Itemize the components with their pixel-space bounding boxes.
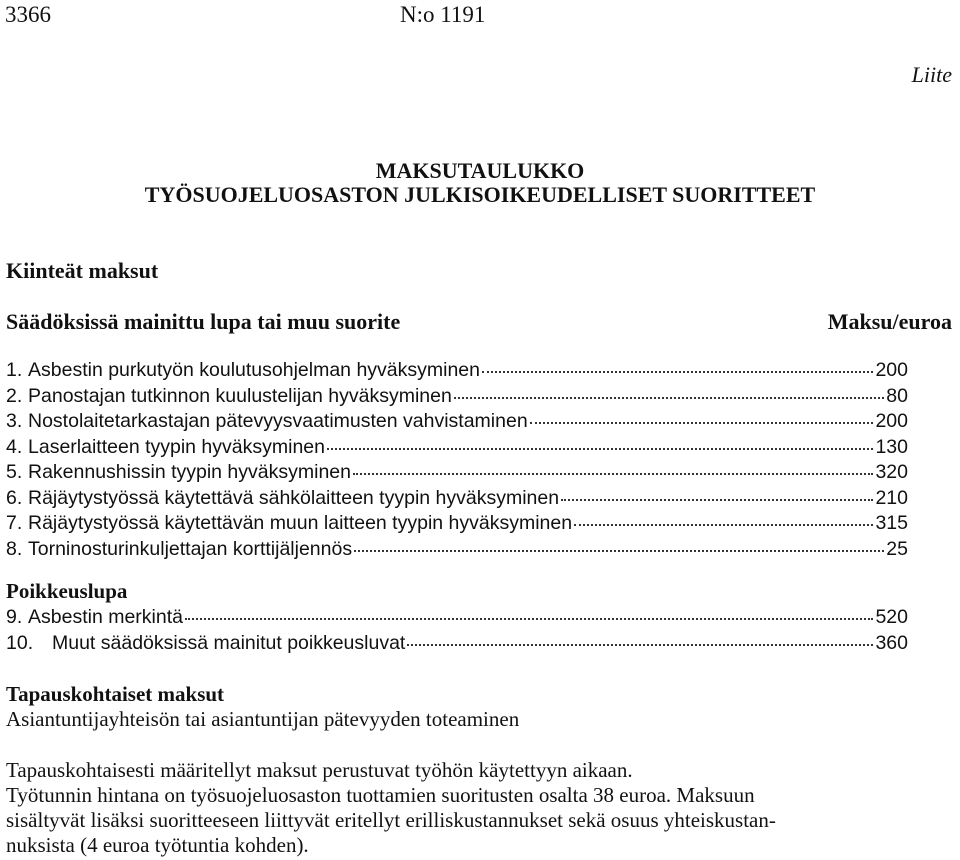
page-number: 3366 — [5, 2, 51, 27]
fee-row — [6, 537, 908, 563]
fee-number: 2. — [6, 384, 23, 407]
fee-number: 4. — [6, 435, 23, 458]
issue-number: N:o 1191 — [400, 2, 486, 27]
fee-row — [6, 631, 908, 657]
fee-description: Nostolaitetarkastajan pätevyysvaatimusten vahvistaminen — [28, 410, 528, 432]
dot-leader — [574, 523, 873, 526]
document-title: MAKSUTAULUKKO — [375, 158, 585, 183]
fee-number: 5. — [6, 461, 23, 483]
fee-row — [6, 435, 908, 461]
fee-number: 1. — [6, 359, 23, 381]
fee-number: 8. — [6, 537, 23, 560]
dot-leader — [530, 421, 874, 424]
fee-description: Rakennushissin tyypin hyväksyminen — [28, 461, 351, 483]
column-header-fee: Maksu/euroa — [827, 309, 952, 334]
fee-description: Torninosturinkuljettajan korttijäljennös — [28, 537, 353, 560]
fixed-fees-list — [6, 358, 908, 562]
fee-row — [6, 460, 908, 486]
dot-leader — [327, 447, 873, 450]
document-subtitle: TYÖSUOJELUOSASTON JULKISOIKEUDELLISET SUORITTEET — [144, 182, 816, 207]
fee-number: 9. — [6, 606, 23, 628]
paragraph-line: Tapauskohtaisesti määritellyt maksut perustuvat työhön käytettyyn aikaan. — [6, 758, 633, 782]
fixed-fees-heading: Kiinteät maksut — [6, 258, 159, 283]
dot-leader — [353, 472, 873, 475]
fee-description: Muut säädöksissä mainitut poikkeusluvat — [52, 631, 406, 654]
fee-description: Panostajan tutkinnon kuulustelijan hyväksyminen — [28, 384, 452, 407]
fee-description: Laserlaitteen tyypin hyväksyminen — [28, 435, 325, 458]
paragraph-line: nuksista (4 euroa työtuntia kohden). — [6, 833, 309, 857]
fee-description: Asbestin purkutyön koulutusohjelman hyväksyminen — [28, 359, 480, 381]
fee-value: 200 — [875, 359, 908, 381]
exception-fees-list — [6, 605, 908, 656]
dot-leader — [185, 617, 873, 620]
fee-value: 315 — [875, 512, 908, 534]
fee-value: 130 — [875, 435, 908, 458]
fee-row — [6, 511, 908, 537]
case-fees-heading: Tapauskohtaiset maksut — [6, 682, 225, 706]
fee-value: 320 — [875, 461, 908, 483]
appendix-label: Liite — [911, 62, 952, 87]
exception-heading: Poikkeuslupa — [6, 579, 128, 603]
fee-row — [6, 358, 908, 384]
dot-leader — [407, 643, 873, 646]
fee-description: Räjäytystyössä käytettävän muun laitteen tyypin hyväksyminen — [28, 512, 573, 534]
dot-leader — [482, 370, 873, 373]
fee-row — [6, 486, 908, 512]
fee-number: 10. — [6, 631, 34, 654]
fee-row — [6, 605, 908, 631]
case-fees-subtitle: Asiantuntijayhteisön tai asiantuntijan pätevyyden toteaminen — [6, 707, 520, 731]
fee-row — [6, 409, 908, 435]
fee-value: 200 — [875, 410, 908, 432]
dot-leader — [454, 396, 884, 399]
fee-description: Asbestin merkintä — [28, 606, 183, 628]
fee-value: 25 — [886, 537, 908, 560]
fee-description: Räjäytystyössä käytettävä sähkölaitteen tyypin hyväksyminen — [28, 486, 560, 509]
fee-value: 210 — [875, 486, 908, 509]
fee-value: 360 — [875, 631, 908, 654]
dot-leader — [354, 549, 884, 552]
case-fees-paragraph — [6, 758, 950, 858]
fee-number: 7. — [6, 512, 23, 534]
paragraph-line: sisältyvät lisäksi suoritteeseen liittyvät eritellyt erilliskustannukset sekä osuus yhteiskustan- — [6, 808, 776, 832]
fee-row — [6, 384, 908, 410]
fee-number: 3. — [6, 410, 23, 432]
fee-value: 80 — [886, 384, 908, 407]
column-header-item: Säädöksissä mainittu lupa tai muu suorite — [6, 309, 401, 334]
fee-value: 520 — [875, 606, 908, 628]
dot-leader — [561, 498, 873, 501]
paragraph-line: Työtunnin hintana on työsuojeluosaston tuottamien suoritusten osalta 38 euroa. Maksuun — [6, 783, 755, 807]
fee-number: 6. — [6, 486, 23, 509]
